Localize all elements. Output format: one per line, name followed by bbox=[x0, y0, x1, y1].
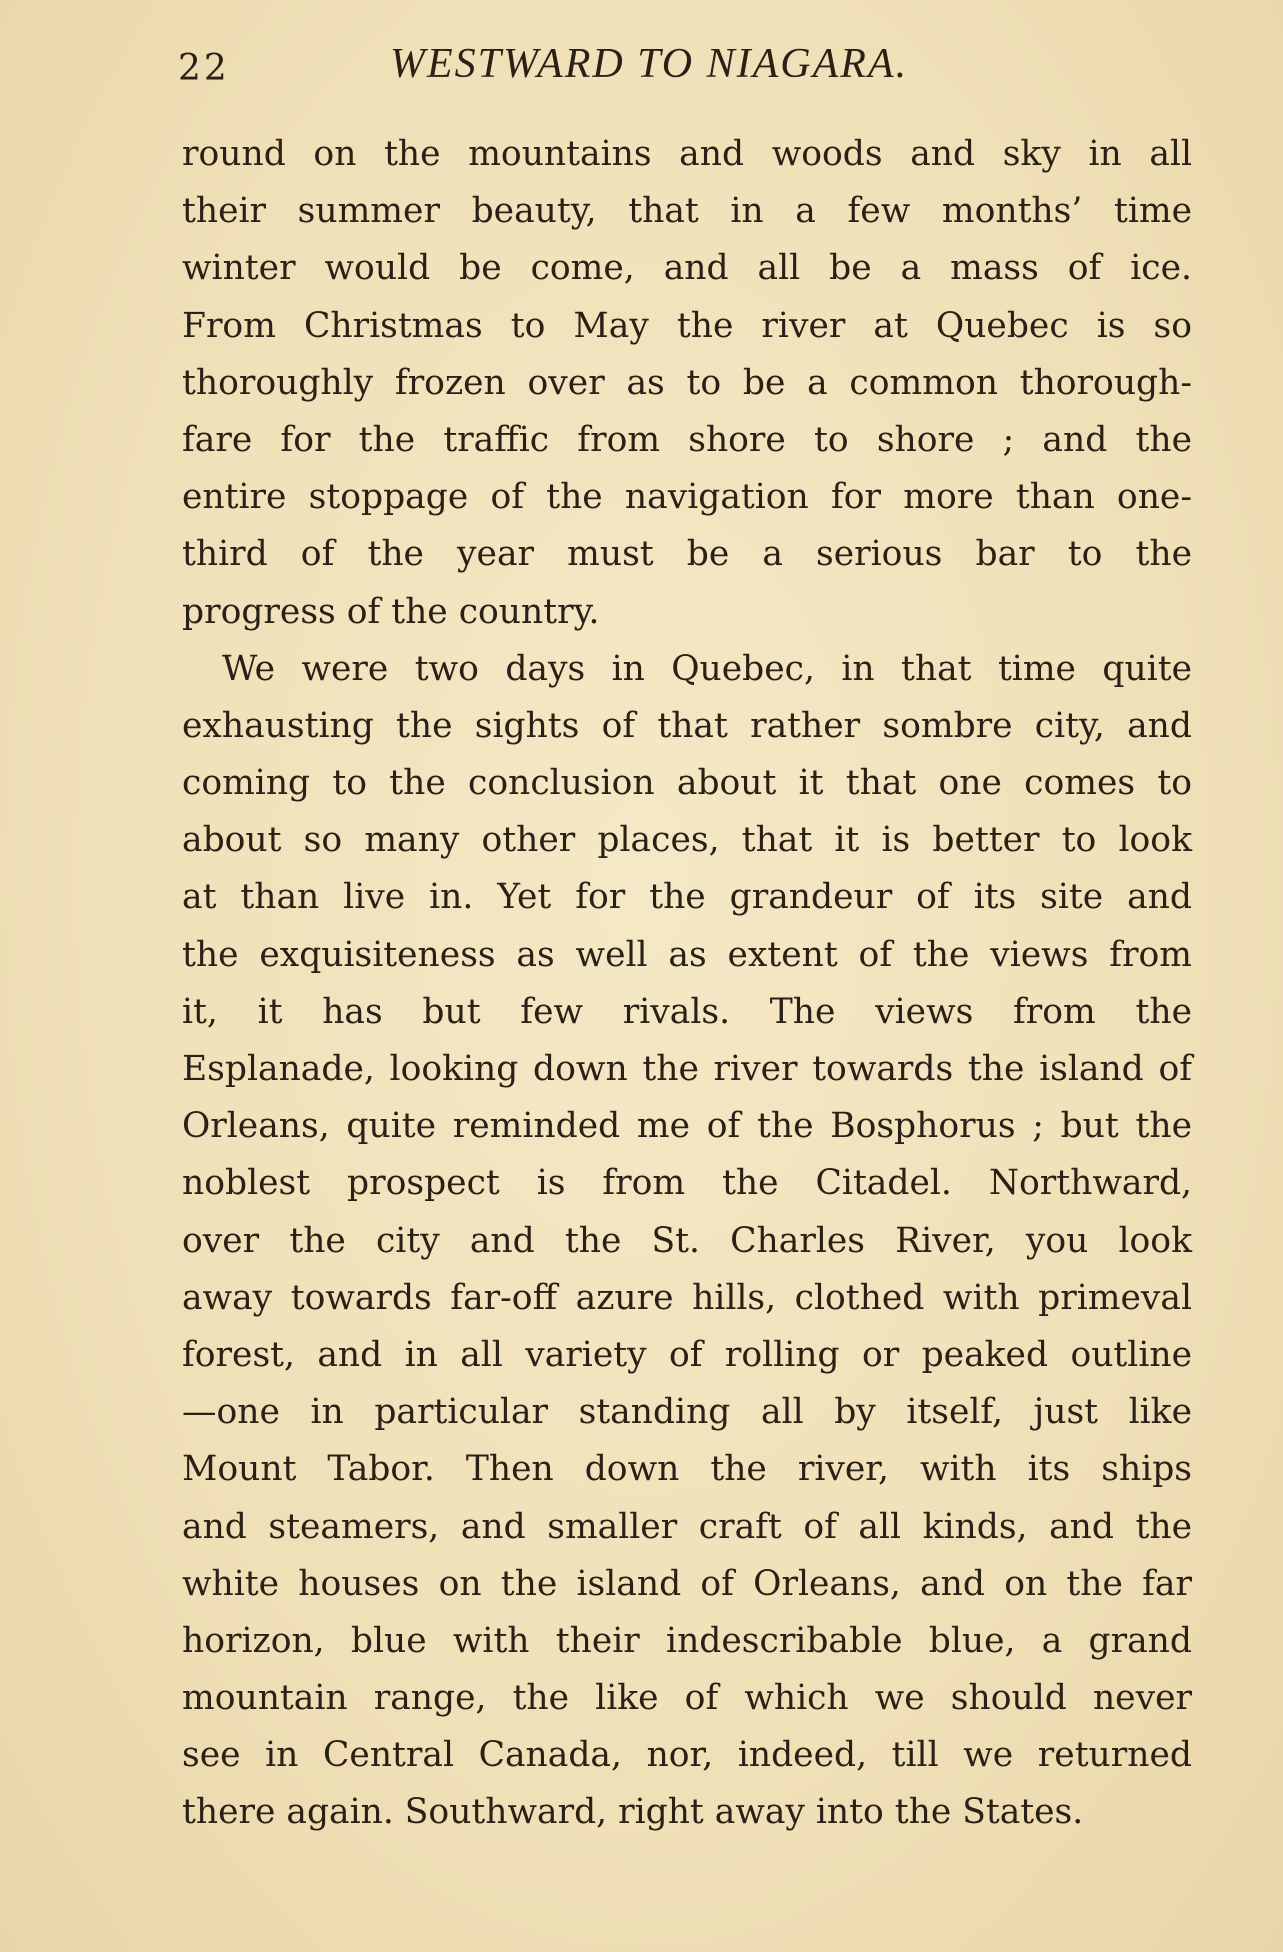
text-line: and steamers, and smaller craft of all kinds, and the bbox=[182, 1506, 1192, 1547]
text-line: horizon, blue with their indescribable blue, a grand bbox=[182, 1620, 1192, 1661]
text-line: thoroughly frozen over as to be a common thorough- bbox=[182, 362, 1192, 403]
text-line: third of the year must be a serious bar to the bbox=[182, 534, 1192, 575]
text-line: about so many other places, that it is better to look bbox=[182, 820, 1192, 861]
text-line: —one in particular standing all by itself, just like bbox=[182, 1392, 1192, 1433]
text-line: Mount Tabor. Then down the river, with its ships bbox=[182, 1449, 1192, 1490]
body-text bbox=[182, 126, 1192, 1842]
text-line: We were two days in Quebec, in that time quite bbox=[222, 648, 1192, 689]
running-title: WESTWARD TO NIAGARA. bbox=[390, 41, 909, 87]
text-line: away towards far-off azure hills, clothed with primeval bbox=[182, 1277, 1192, 1318]
page-header bbox=[0, 40, 1283, 100]
text-line: round on the mountains and woods and sky in all bbox=[182, 134, 1192, 174]
paragraph-1 bbox=[182, 126, 1192, 641]
text-line: entire stoppage of the navigation for more than one- bbox=[182, 477, 1192, 518]
text-line: white houses on the island of Orleans, and on the far bbox=[182, 1563, 1192, 1604]
text-line: their summer beauty, that in a few months’ time bbox=[182, 191, 1192, 232]
page-number: 22 bbox=[178, 48, 230, 89]
text-line: see in Central Canada, nor, indeed, till we returned bbox=[182, 1735, 1192, 1776]
text-line: forest, and in all variety of rolling or peaked outline bbox=[182, 1334, 1192, 1375]
text-line: it, it has but few rivals. The views from the bbox=[182, 991, 1192, 1032]
text-line: From Christmas to May the river at Quebec is so bbox=[182, 305, 1192, 346]
text-line: at than live in. Yet for the grandeur of its site and bbox=[182, 877, 1192, 918]
text-line: progress of the country. bbox=[182, 591, 600, 632]
text-line: noblest prospect is from the Citadel. Northward, bbox=[182, 1163, 1192, 1204]
text-line: coming to the conclusion about it that one comes to bbox=[182, 763, 1192, 804]
text-line: fare for the traffic from shore to shore ; and the bbox=[182, 419, 1192, 460]
text-line: over the city and the St. Charles River, you look bbox=[182, 1220, 1192, 1261]
text-line: Orleans, quite reminded me of the Bosphorus ; but the bbox=[182, 1106, 1192, 1147]
text-line: exhausting the sights of that rather sombre city, and bbox=[182, 705, 1192, 746]
text-line: mountain range, the like of which we should never bbox=[182, 1678, 1192, 1719]
text-line: the exquisiteness as well as extent of the views from bbox=[182, 934, 1192, 975]
paragraph-2 bbox=[182, 641, 1192, 1842]
text-line: there again. Southward, right away into the States. bbox=[182, 1792, 1084, 1833]
text-line: winter would be come, and all be a mass of ice. bbox=[182, 248, 1192, 289]
text-line: Esplanade, looking down the river towards the island of bbox=[182, 1049, 1192, 1089]
